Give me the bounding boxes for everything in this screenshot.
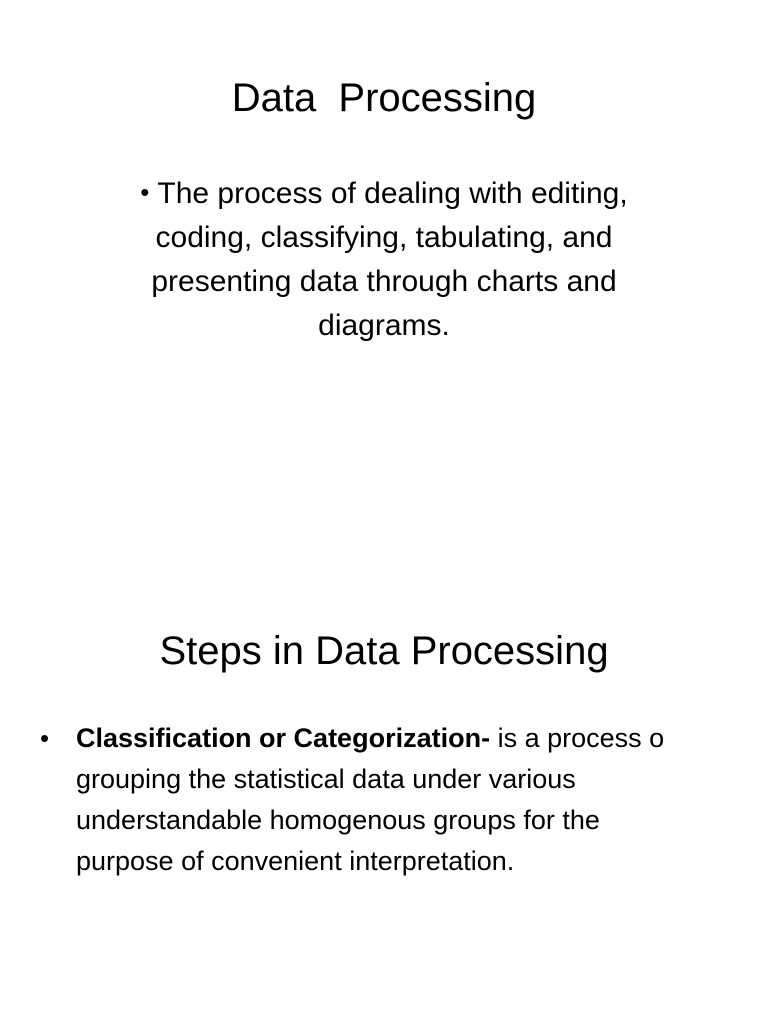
bullet-marker: • bbox=[40, 723, 50, 753]
slide-steps-in-data-processing bbox=[0, 512, 768, 1024]
bullet-term: Classification or Categorization- bbox=[76, 723, 491, 753]
slide-title: Data Processing bbox=[231, 76, 537, 120]
bullet-line-text: is a process o bbox=[490, 723, 665, 753]
bullet-line: purpose of convenient interpretation. bbox=[76, 846, 515, 876]
bullet-line bbox=[76, 718, 740, 759]
bullet-item bbox=[40, 718, 740, 882]
bullet-line: grouping the statistical data under various bbox=[76, 764, 576, 794]
bullet-line: understandable homogenous groups for the bbox=[76, 805, 600, 835]
bullet-item bbox=[96, 170, 672, 348]
bullet-text bbox=[76, 718, 740, 882]
slide-title: Steps in Data Processing bbox=[159, 629, 609, 673]
bullet-text: The process of dealing with editing, coding, classifying, tabulating, and presenting data through charts and diagrams. bbox=[151, 177, 628, 342]
bullet-marker: • bbox=[140, 177, 150, 207]
